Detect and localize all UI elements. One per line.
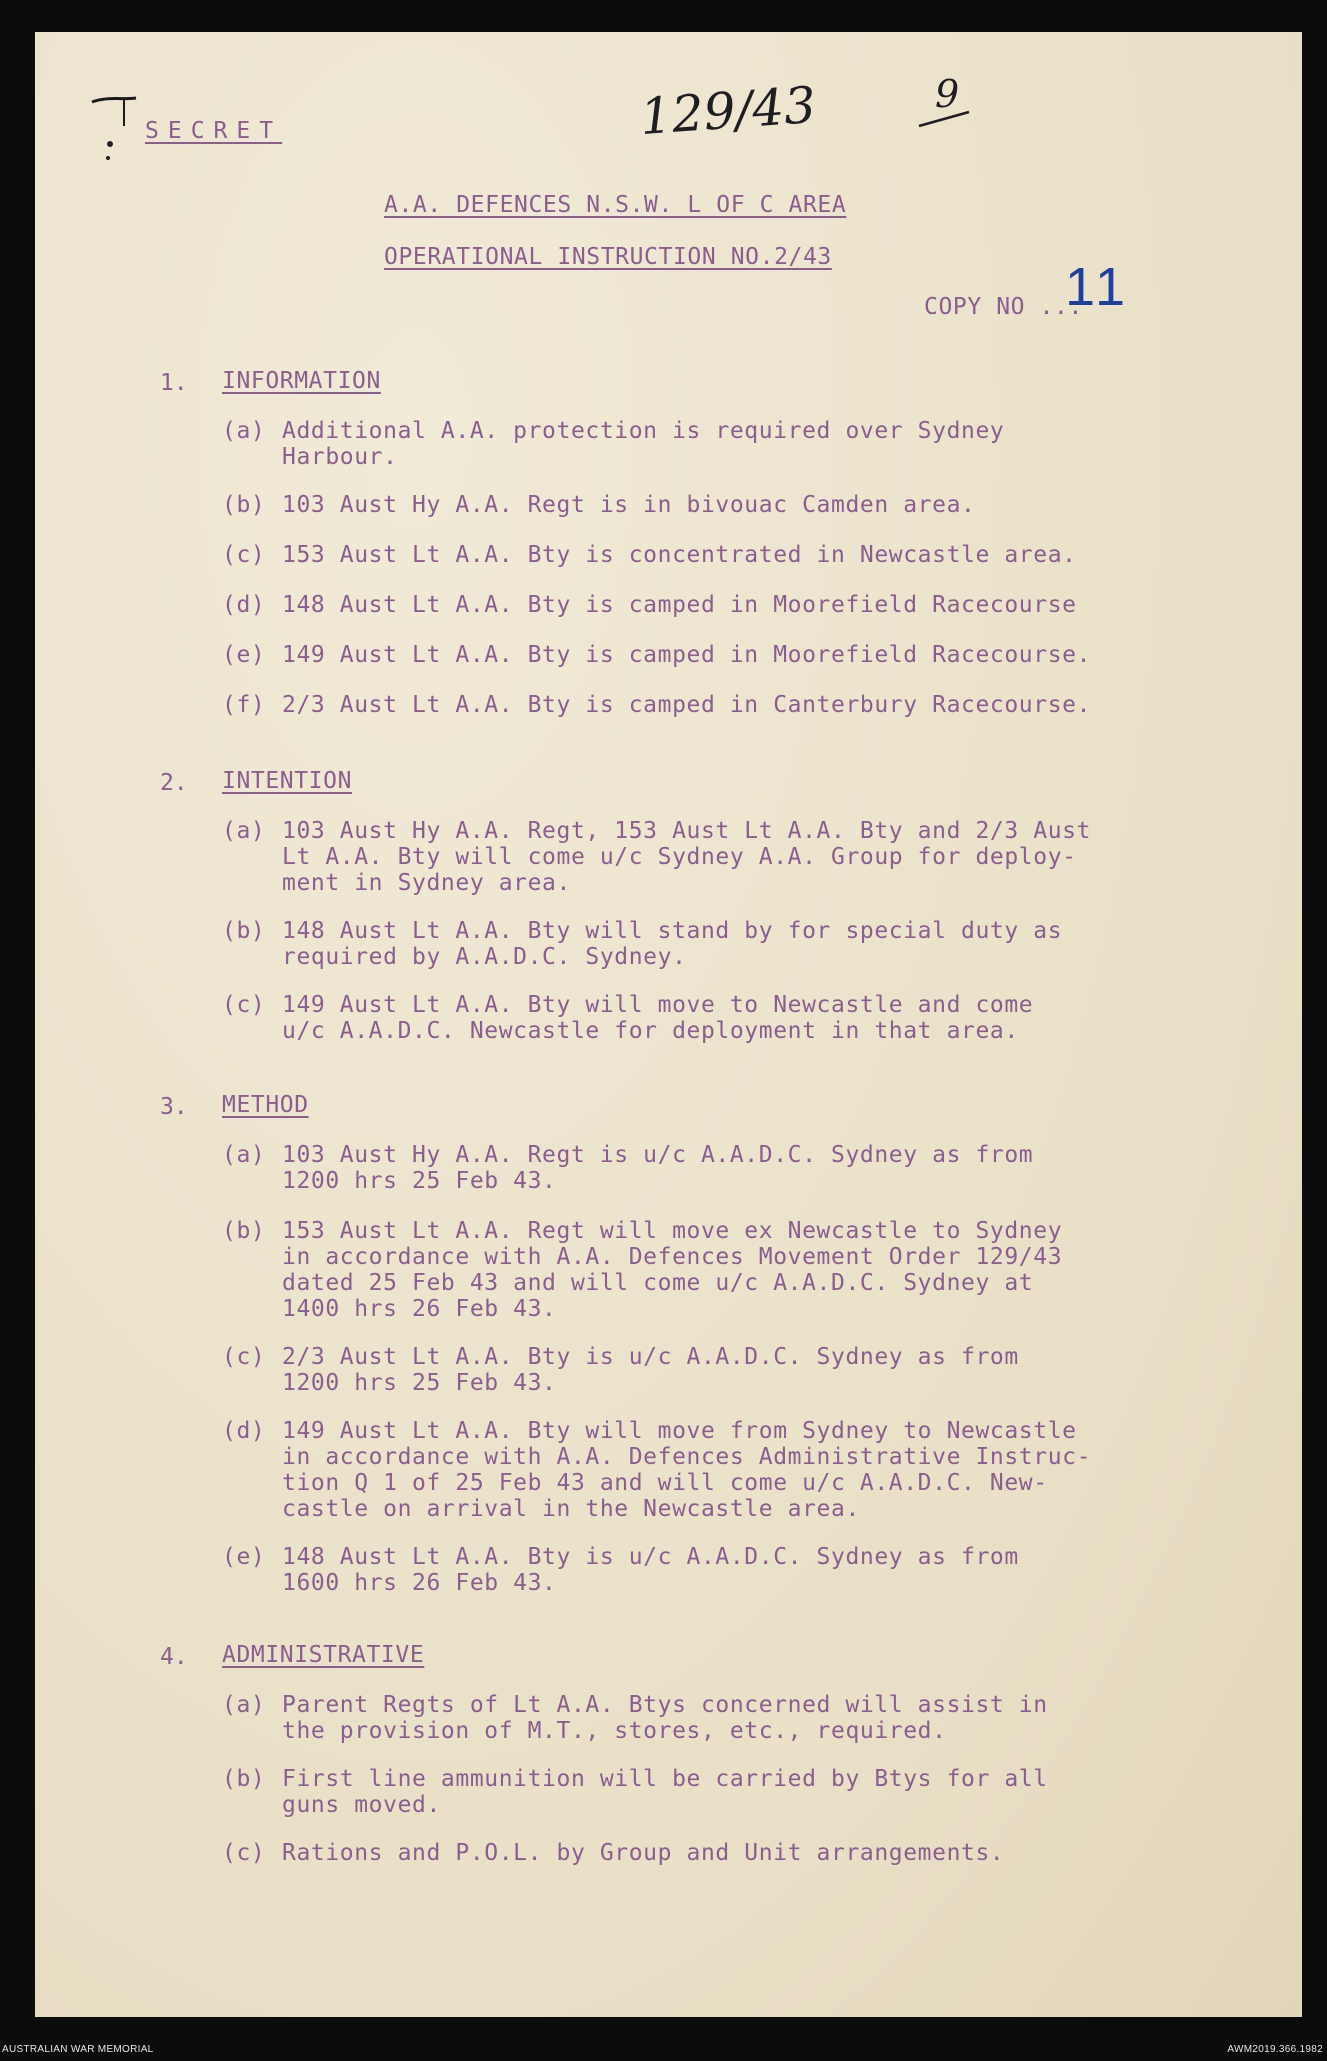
- section-number: 1.: [160, 370, 188, 396]
- item-text: 148 Aust Lt A.A. Bty is u/c A.A.D.C. Sydney as from: [282, 1544, 1019, 1570]
- section-number: 4.: [160, 1644, 188, 1670]
- item-text: 2/3 Aust Lt A.A. Bty is camped in Canterbury Racecourse.: [282, 692, 1092, 718]
- item-text: in accordance with A.A. Defences Administrative Instruc-: [282, 1444, 1092, 1470]
- handwritten-underline-stroke: [915, 108, 975, 130]
- item-text: castle on arrival in the Newcastle area.: [282, 1496, 860, 1522]
- section-heading-method: METHOD: [222, 1092, 309, 1118]
- item-label: (b): [222, 1218, 266, 1244]
- item-label: (e): [222, 1544, 266, 1570]
- security-classification: SECRET: [145, 118, 283, 144]
- document-title: A.A. DEFENCES N.S.W. L OF C AREA: [384, 192, 847, 218]
- item-text: 1600 hrs 26 Feb 43.: [282, 1570, 557, 1596]
- item-text: Lt A.A. Bty will come u/c Sydney A.A. Group for deploy-: [282, 844, 1077, 870]
- item-text: 148 Aust Lt A.A. Bty will stand by for special duty as: [282, 918, 1063, 944]
- item-text: 153 Aust Lt A.A. Regt will move ex Newcastle to Sydney: [282, 1218, 1063, 1244]
- item-text: 103 Aust Hy A.A. Regt, 153 Aust Lt A.A. Bty and 2/3 Aust: [282, 818, 1092, 844]
- item-text: 1400 hrs 26 Feb 43.: [282, 1296, 557, 1322]
- item-text: 149 Aust Lt A.A. Bty will move from Sydney to Newcastle: [282, 1418, 1077, 1444]
- section-heading-information: INFORMATION: [222, 368, 381, 394]
- item-text: 103 Aust Hy A.A. Regt is in bivouac Camden area.: [282, 492, 976, 518]
- item-text: ment in Sydney area.: [282, 870, 571, 896]
- item-label: (a): [222, 418, 266, 444]
- item-text: Harbour.: [282, 444, 398, 470]
- archive-accession-number: AWM2019.366.1982: [1227, 2044, 1323, 2055]
- item-text: 149 Aust Lt A.A. Bty is camped in Moorefield Racecourse.: [282, 642, 1092, 668]
- item-label: (d): [222, 1418, 266, 1444]
- item-text: 103 Aust Hy A.A. Regt is u/c A.A.D.C. Sydney as from: [282, 1142, 1034, 1168]
- item-label: (c): [222, 1840, 266, 1866]
- item-text: 153 Aust Lt A.A. Bty is concentrated in Newcastle area.: [282, 542, 1077, 568]
- item-label: (f): [222, 692, 266, 718]
- item-text: u/c A.A.D.C. Newcastle for deployment in that area.: [282, 1018, 1019, 1044]
- item-label: (b): [222, 492, 266, 518]
- item-text: Parent Regts of Lt A.A. Btys concerned will assist in: [282, 1692, 1048, 1718]
- section-number: 3.: [160, 1094, 188, 1120]
- item-text: 1200 hrs 25 Feb 43.: [282, 1168, 557, 1194]
- item-text: 148 Aust Lt A.A. Bty is camped in Moorefield Racecourse: [282, 592, 1077, 618]
- item-label: (c): [222, 1344, 266, 1370]
- archive-credit: AUSTRALIAN WAR MEMORIAL: [2, 2044, 154, 2055]
- item-label: (c): [222, 992, 266, 1018]
- item-text: tion Q 1 of 25 Feb 43 and will come u/c A.A.D.C. New-: [282, 1470, 1048, 1496]
- item-label: (e): [222, 642, 266, 668]
- item-text: First line ammunition will be carried by Btys for all: [282, 1766, 1048, 1792]
- copy-number-label: COPY NO ...: [924, 294, 1083, 320]
- section-heading-intention: INTENTION: [222, 768, 353, 794]
- document-subtitle: OPERATIONAL INSTRUCTION NO.2/43: [384, 244, 832, 270]
- item-text: Additional A.A. protection is required over Sydney: [282, 418, 1005, 444]
- item-label: (a): [222, 818, 266, 844]
- item-text: guns moved.: [282, 1792, 441, 1818]
- item-text: in accordance with A.A. Defences Movement Order 129/43: [282, 1244, 1063, 1270]
- item-text: 149 Aust Lt A.A. Bty will move to Newcastle and come: [282, 992, 1034, 1018]
- item-label: (c): [222, 542, 266, 568]
- item-label: (a): [222, 1142, 266, 1168]
- section-heading-administrative: ADMINISTRATIVE: [222, 1642, 425, 1668]
- item-label: (a): [222, 1692, 266, 1718]
- item-label: (d): [222, 592, 266, 618]
- item-text: dated 25 Feb 43 and will come u/c A.A.D.C. Sydney at: [282, 1270, 1034, 1296]
- handwritten-copy-number: 11: [1065, 257, 1130, 317]
- item-text: required by A.A.D.C. Sydney.: [282, 944, 687, 970]
- item-label: (b): [222, 1766, 266, 1792]
- item-text: 2/3 Aust Lt A.A. Bty is u/c A.A.D.C. Sydney as from: [282, 1344, 1019, 1370]
- handwritten-page-number: 9: [935, 72, 960, 116]
- section-number: 2.: [160, 770, 188, 796]
- item-label: (b): [222, 918, 266, 944]
- item-text: the provision of M.T., stores, etc., required.: [282, 1718, 947, 1744]
- item-text: 1200 hrs 25 Feb 43.: [282, 1370, 557, 1396]
- handwritten-file-reference: 129/43: [638, 75, 818, 147]
- item-text: Rations and P.O.L. by Group and Unit arrangements.: [282, 1840, 1005, 1866]
